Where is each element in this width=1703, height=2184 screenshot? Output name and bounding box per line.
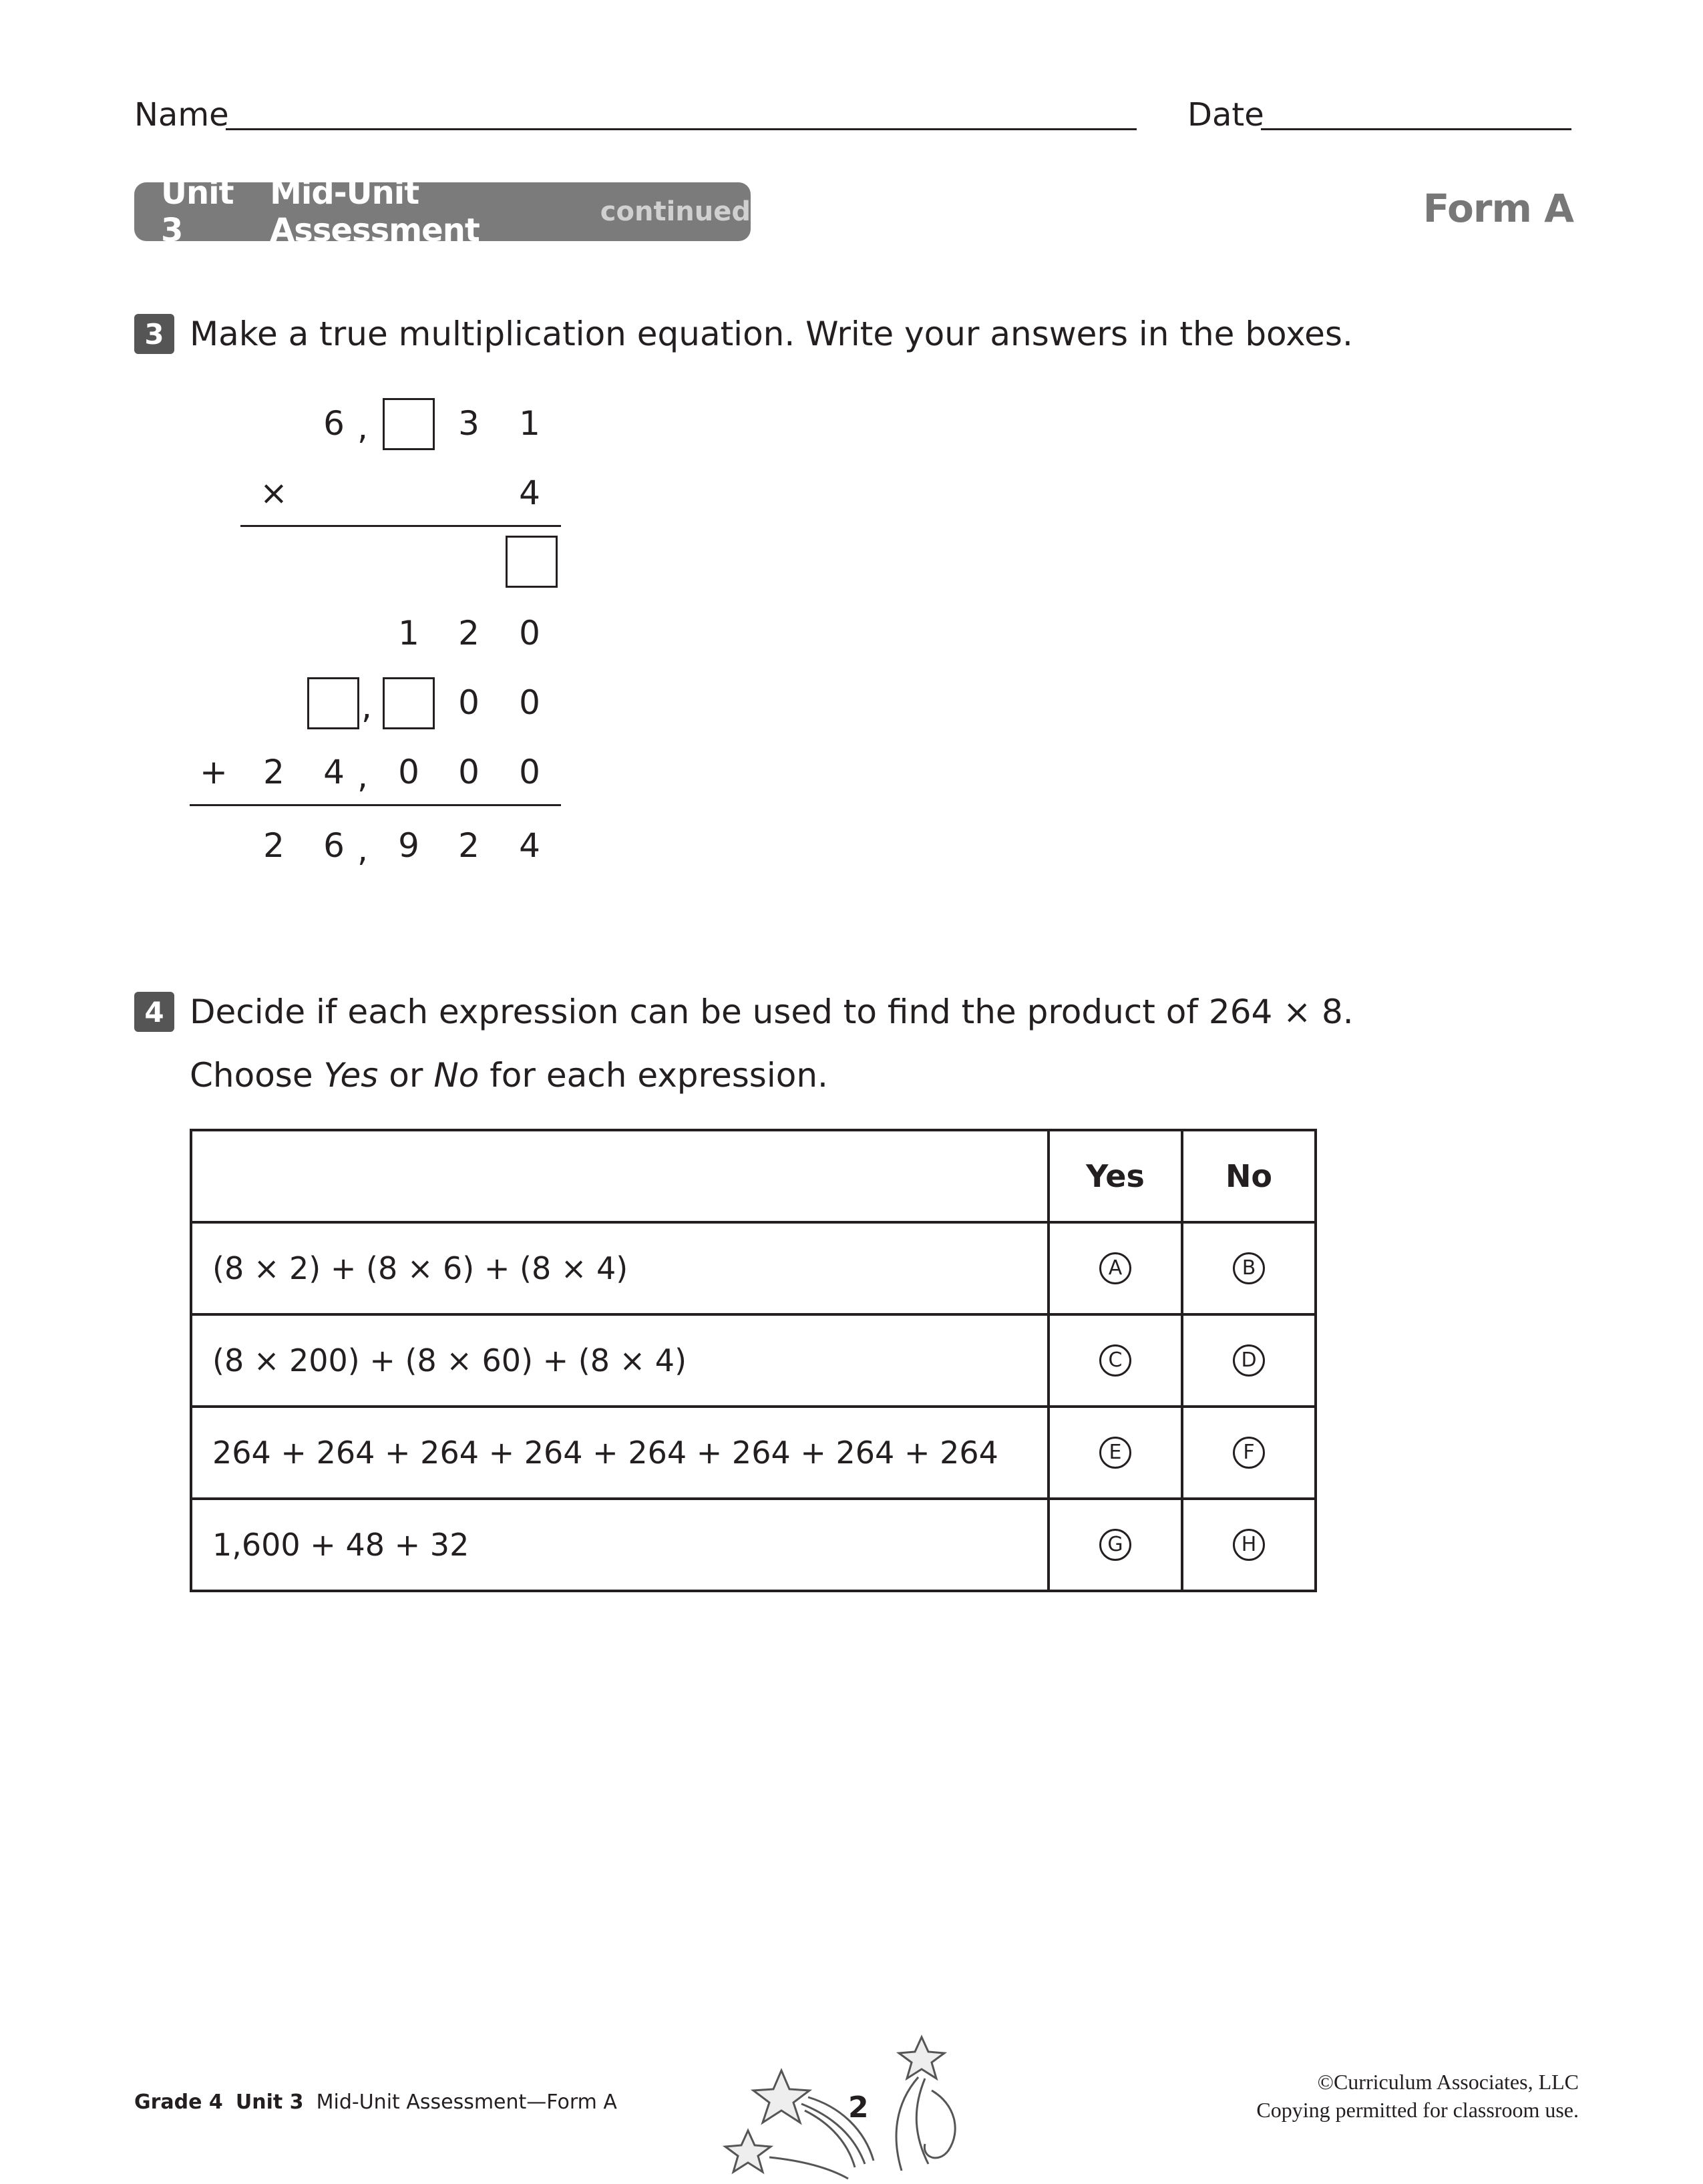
sum-rule (190, 804, 561, 806)
product-rule (240, 525, 561, 527)
digit: 1 (519, 404, 540, 443)
no-cell (1182, 1314, 1316, 1407)
digit: 3 (458, 404, 480, 443)
question-3-number: 3 (134, 314, 174, 354)
yes-header: Yes (1049, 1130, 1182, 1222)
question-4-prompt: Decide if each expression can be used to find the product of 264 × 8. (190, 992, 1354, 1031)
yes-cell (1049, 1499, 1182, 1591)
question-4-number: 4 (134, 992, 174, 1032)
digit: 9 (398, 826, 419, 865)
table-row (191, 1222, 1316, 1314)
answer-bubble-g[interactable]: G (1099, 1529, 1131, 1561)
question-3-prompt: Make a true multiplication equation. Write your answers in the boxes. (190, 315, 1353, 353)
answer-bubble-b[interactable]: B (1233, 1252, 1265, 1284)
footer-title (134, 2090, 617, 2114)
digit: 6 (323, 826, 345, 865)
answer-box-hundreds[interactable] (383, 677, 435, 729)
digit: 4 (519, 474, 540, 512)
answer-bubble-d[interactable]: D (1233, 1344, 1265, 1377)
date-label: Date (1187, 96, 1264, 134)
name-label: Name (134, 96, 229, 134)
digit: 6 (323, 404, 345, 443)
footer-grade: Grade 4 (134, 2090, 223, 2114)
footer-copyright-block (1256, 2068, 1579, 2124)
date-field[interactable] (1261, 128, 1571, 130)
instruction-text: for each expression. (479, 1056, 828, 1095)
instruction-text: Choose (190, 1056, 324, 1095)
expression-cell: (8 × 200) + (8 × 60) + (8 × 4) (191, 1314, 1049, 1407)
unit-label: Unit 3 (161, 174, 234, 249)
answer-bubble-h[interactable]: H (1233, 1529, 1265, 1561)
answer-bubble-e[interactable]: E (1099, 1437, 1131, 1469)
footer-unit: Unit 3 (235, 2090, 304, 2114)
comma: , (361, 687, 372, 726)
digit: 4 (519, 826, 540, 865)
assessment-title: Mid-Unit Assessment (270, 174, 480, 249)
answer-bubble-a[interactable]: A (1099, 1252, 1131, 1284)
digit: 0 (519, 614, 540, 653)
answer-box-ones-product[interactable] (506, 536, 558, 588)
expression-header (191, 1130, 1049, 1222)
table-row (191, 1407, 1316, 1499)
answer-bubble-f[interactable]: F (1233, 1437, 1265, 1469)
digit: 4 (323, 753, 345, 791)
instruction-no: No (433, 1056, 480, 1095)
digit: 0 (458, 683, 480, 722)
digit: 0 (519, 683, 540, 722)
question-4-instruction (190, 1055, 828, 1095)
digit: 2 (263, 753, 285, 791)
permission-note: Copying permitted for classroom use. (1256, 2098, 1579, 2122)
digit: 0 (519, 753, 540, 791)
yes-no-table (190, 1129, 1317, 1592)
unit-banner (134, 174, 751, 249)
expression-cell: 264 + 264 + 264 + 264 + 264 + 264 + 264 + 264 (191, 1407, 1049, 1499)
expression-cell: (8 × 2) + (8 × 6) + (8 × 4) (191, 1222, 1049, 1314)
digit: 2 (458, 826, 480, 865)
name-field[interactable] (226, 128, 1137, 130)
instruction-text: or (378, 1056, 434, 1095)
digit: 0 (458, 753, 480, 791)
digit: 0 (398, 753, 419, 791)
copyright: ©Curriculum Associates, LLC (1317, 2070, 1579, 2094)
comma: , (357, 757, 368, 795)
page-number: 2 (848, 2090, 869, 2125)
answer-bubble-c[interactable]: C (1099, 1344, 1131, 1377)
yes-cell (1049, 1222, 1182, 1314)
no-cell (1182, 1499, 1316, 1591)
table-row (191, 1499, 1316, 1591)
no-cell (1182, 1222, 1316, 1314)
digit: 2 (263, 826, 285, 865)
footer-assessment: Mid-Unit Assessment—Form A (316, 2090, 617, 2114)
comma: , (357, 830, 368, 869)
yes-cell (1049, 1407, 1182, 1499)
table-row (191, 1314, 1316, 1407)
digit: 1 (398, 614, 419, 653)
digit: 2 (458, 614, 480, 653)
expression-cell: 1,600 + 48 + 32 (191, 1499, 1049, 1591)
table-header-row (191, 1130, 1316, 1222)
no-cell (1182, 1407, 1316, 1499)
instruction-yes: Yes (323, 1056, 379, 1095)
yes-cell (1049, 1314, 1182, 1407)
answer-box-thousands[interactable] (307, 677, 359, 729)
plus-sign: + (200, 753, 228, 791)
answer-box-top-hundreds[interactable] (383, 398, 435, 450)
no-header: No (1182, 1130, 1316, 1222)
form-label: Form A (1423, 186, 1573, 231)
comma: , (357, 408, 368, 447)
times-sign: × (260, 474, 288, 512)
continued-label: continued (600, 196, 751, 227)
